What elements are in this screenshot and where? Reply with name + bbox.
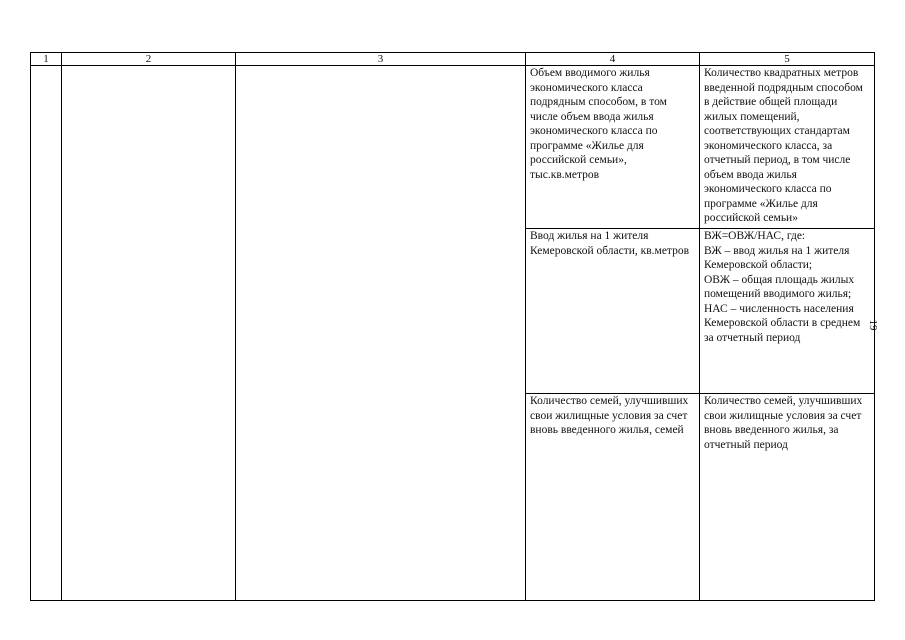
indicator-name-text: Объем вводимого жилья экономического класса подрядным способом, в том числе объем ввода жилья экономического класса по программе «Жилье для российской семьи», тыс.кв.метров <box>530 67 667 181</box>
header-cell-4: 4 <box>526 53 700 66</box>
formula-line: ВЖ – ввод жилья на 1 жителя Кемеровской области; <box>704 244 850 271</box>
indicator-table <box>30 52 875 601</box>
header-cell-3: 3 <box>236 53 526 66</box>
indicator-name-cell <box>526 394 700 601</box>
indicator-method-cell <box>700 66 875 229</box>
indicator-method-cell <box>700 394 875 601</box>
column-3-cell <box>236 66 526 601</box>
indicator-name-cell <box>526 66 700 229</box>
indicator-method-cell <box>700 229 875 394</box>
indicator-name-cell <box>526 229 700 394</box>
column-1-cell <box>31 66 62 601</box>
formula-line: ОВЖ – общая площадь жилых помещений вводимого жилья; <box>704 273 855 300</box>
indicator-name-text: Количество семей, улучшивших свои жилищные условия за счет вновь введенного жилья, семей <box>530 395 689 436</box>
formula-line: НАС – численность населения Кемеровской области в среднем за отчетный период <box>704 302 861 344</box>
column-2-cell <box>62 66 236 601</box>
indicator-method-text: Количество семей, улучшивших свои жилищные условия за счет вновь введенного жилья, за отчетный период <box>704 395 863 451</box>
table-header-row <box>31 53 875 66</box>
table-row <box>31 66 875 229</box>
header-cell-5: 5 <box>700 53 875 66</box>
header-cell-1: 1 <box>31 53 62 66</box>
page-number: 19 <box>867 319 879 331</box>
indicator-method-text: Количество квадратных метров введенной подрядным способом в действие общей площади жилых помещений, соответствующих стандартам экономического класса, за отчетный период, в том числе объем ввода жилья экономического класса по программе «Жилье для российской семьи» <box>704 67 863 224</box>
indicator-name-text: Ввод жилья на 1 жителя Кемеровской области, кв.метров <box>530 230 690 257</box>
formula-line: ВЖ=ОВЖ/НАС, где: <box>704 230 806 242</box>
header-cell-2: 2 <box>62 53 236 66</box>
